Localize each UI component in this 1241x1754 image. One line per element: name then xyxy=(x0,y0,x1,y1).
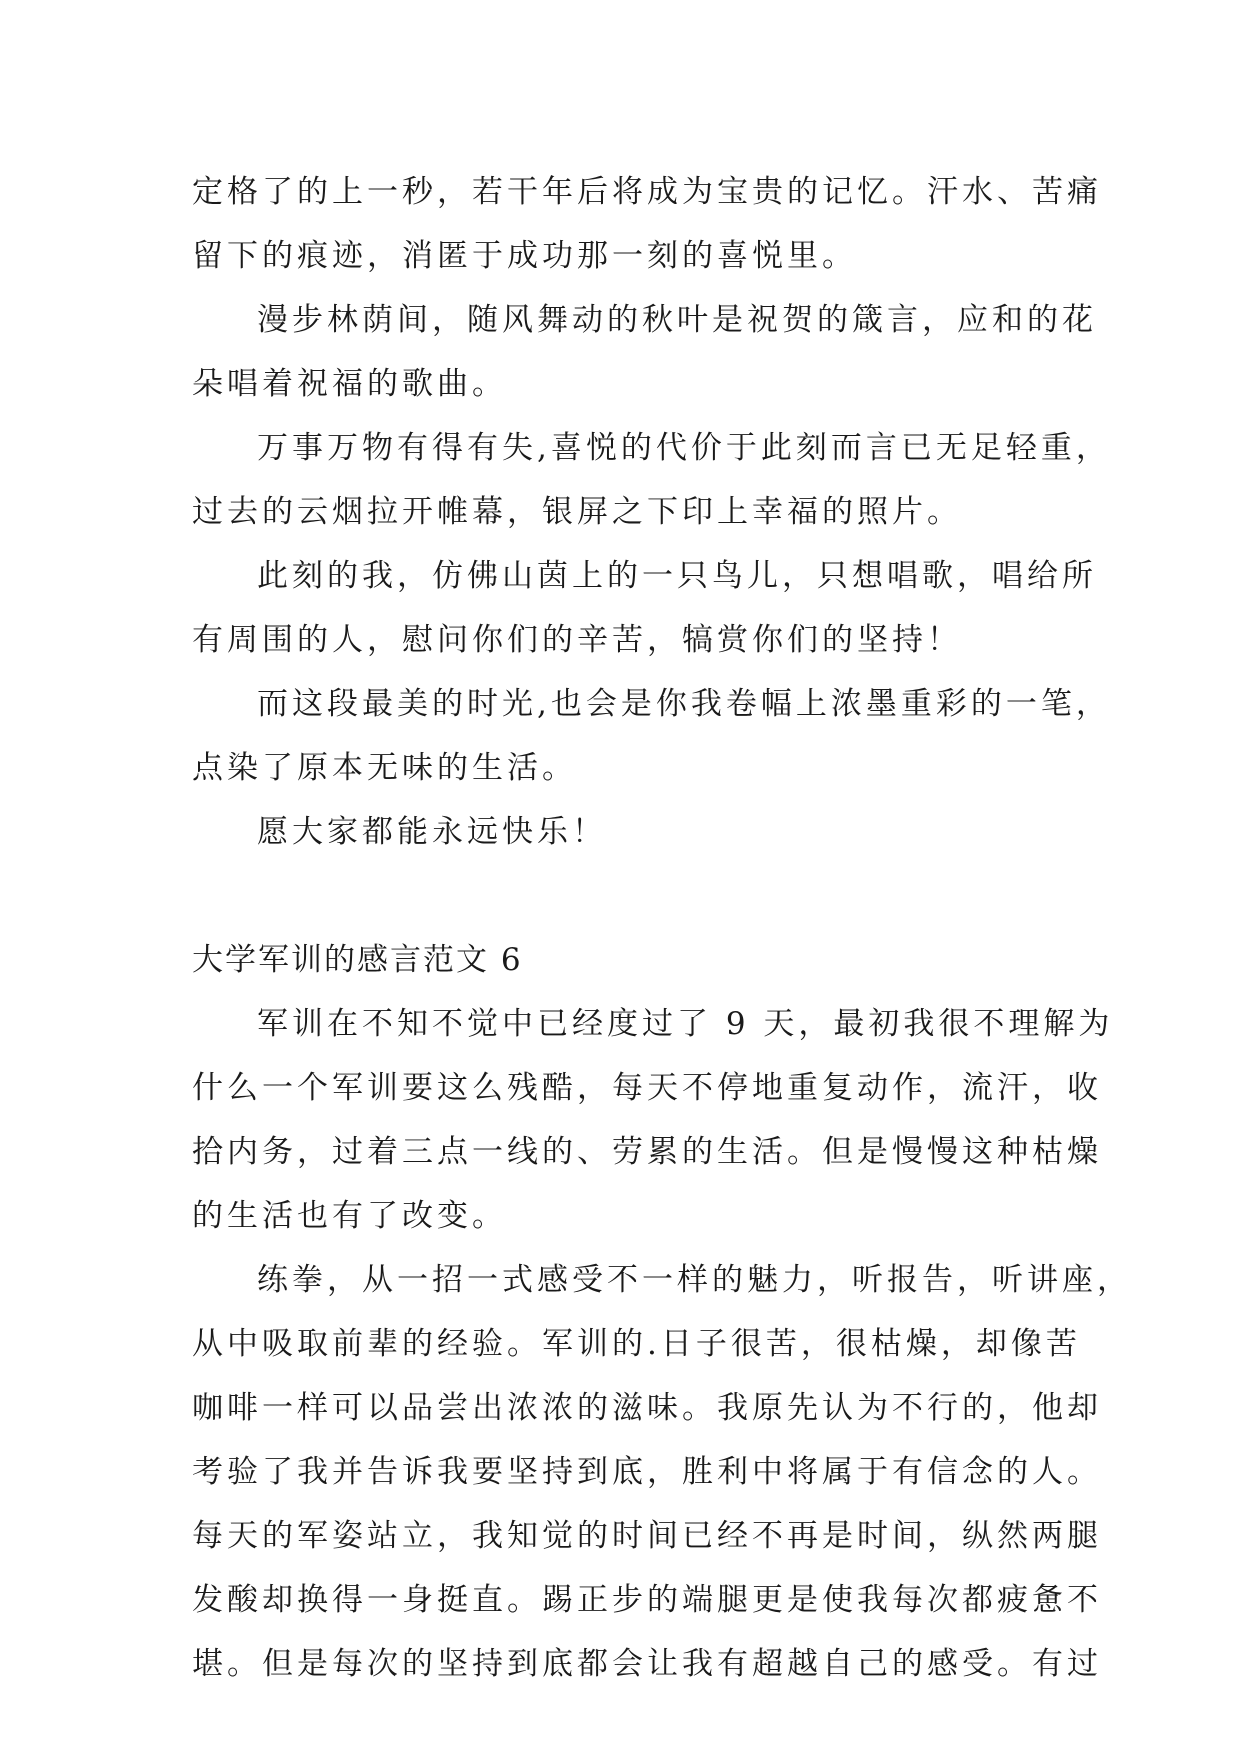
paragraph xyxy=(192,544,1097,672)
text-line: 万事万物有得有失,喜悦的代价于此刻而言已无足轻重， xyxy=(257,430,1111,466)
text-line: 练拳，从一招一式感受不一样的魅力，听报告，听讲座， xyxy=(257,1262,1132,1298)
text-line: 什么一个军训要这么残酷，每天不停地重复动作，流汗，收 xyxy=(192,1070,1102,1106)
text-line: 咖啡一样可以品尝出浓浓的滋味。我原先认为不行的，他却 xyxy=(192,1390,1102,1426)
paragraph xyxy=(192,800,1062,864)
text-line: 从中吸取前辈的经验。军训的.日子很苦，很枯燥，却像苦 xyxy=(192,1326,1081,1362)
text-line: 此刻的我，仿佛山茵上的一只鸟儿，只想唱歌，唱给所 xyxy=(257,558,1097,594)
paragraph xyxy=(192,992,1114,1248)
text-line: 而这段最美的时光,也会是你我卷幅上浓墨重彩的一笔， xyxy=(257,686,1111,722)
text-line: 愿大家都能永远快乐！ xyxy=(257,814,607,850)
paragraph xyxy=(192,1248,1132,1696)
text-line: 发酸却换得一身挺直。踢正步的端腿更是使我每次都疲惫不 xyxy=(192,1582,1102,1618)
text-line: 漫步林荫间，随风舞动的秋叶是祝贺的箴言，应和的花 xyxy=(257,302,1097,338)
paragraph xyxy=(192,288,1097,416)
section-heading: 大学军训的感言范文 6 xyxy=(192,942,523,978)
text-line: 朵唱着祝福的歌曲。 xyxy=(192,366,507,402)
text-line: 军训在不知不觉中已经度过了 9 天，最初我很不理解为 xyxy=(257,1006,1114,1042)
text-line: 定格了的上一秒，若干年后将成为宝贵的记忆。汗水、苦痛 xyxy=(192,174,1102,210)
text-line: 的生活也有了改变。 xyxy=(192,1198,507,1234)
paragraph xyxy=(192,416,1111,544)
text-line: 拾内务，过着三点一线的、劳累的生活。但是慢慢这种枯燥 xyxy=(192,1134,1102,1170)
text-line: 留下的痕迹，消匿于成功那一刻的喜悦里。 xyxy=(192,238,857,274)
paragraph xyxy=(192,672,1111,800)
text-line: 考验了我并告诉我要坚持到底，胜利中将属于有信念的人。 xyxy=(192,1454,1102,1490)
text-line: 点染了原本无味的生活。 xyxy=(192,750,577,786)
text-line: 每天的军姿站立，我知觉的时间已经不再是时间，纵然两腿 xyxy=(192,1518,1102,1554)
text-line: 过去的云烟拉开帷幕，银屏之下印上幸福的照片。 xyxy=(192,494,962,530)
document-page xyxy=(192,160,1132,1696)
text-line: 堪。但是每次的坚持到底都会让我有超越自己的感受。有过 xyxy=(192,1646,1102,1682)
text-line: 有周围的人，慰问你们的辛苦，犒赏你们的坚持！ xyxy=(192,622,962,658)
paragraph xyxy=(192,160,1102,288)
blank-line xyxy=(192,864,1062,928)
